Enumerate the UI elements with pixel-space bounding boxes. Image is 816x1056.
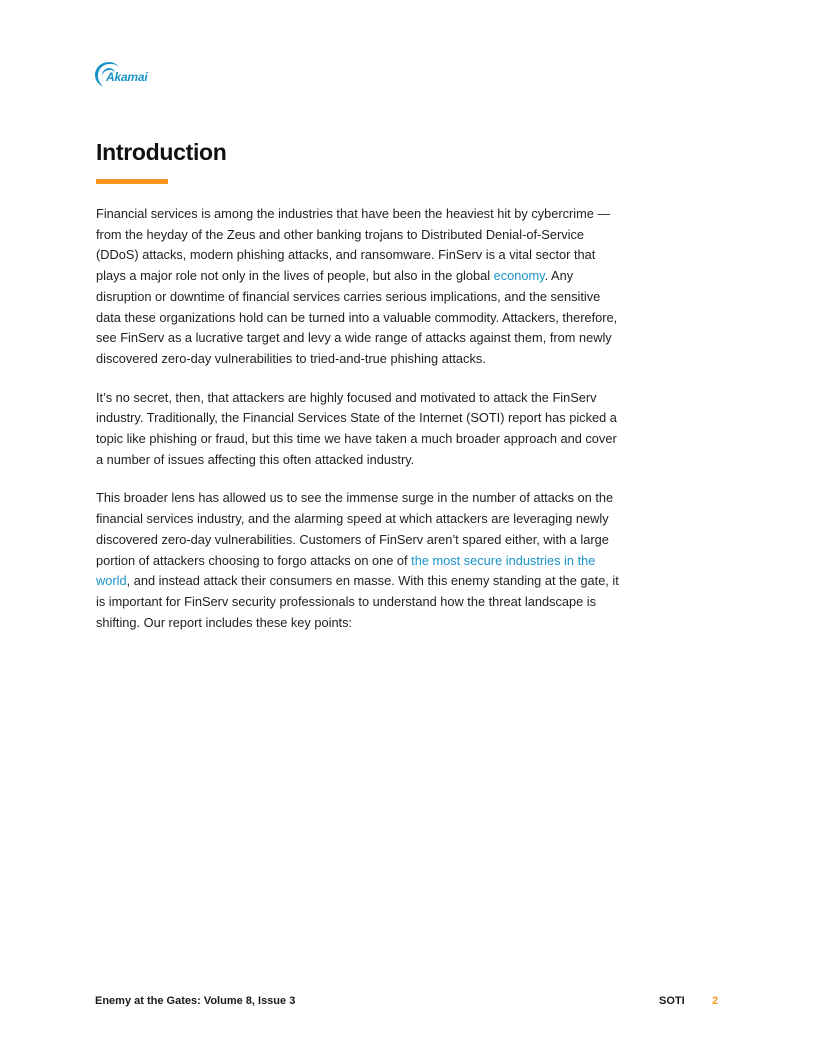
most-secure-industries-link[interactable]: the most secure industries in the world — [96, 552, 596, 589]
logo-wordmark: Akamai — [106, 70, 148, 84]
paragraph-1 — [96, 204, 624, 370]
paragraph-3-text-after: , and instead attack their consumers en masse. With this enemy standing at the gate, it is important for FinServ security professionals to understand how the threat landscape is shifting. Our report includes these key points: — [96, 573, 619, 630]
paragraph-1-text-before: Financial services is among the industries that have been the heaviest hit by cybercrime — from the heyday of the Zeus and other banking trojans to Distributed Denial-of-Service (DDoS) attacks, modern phishing attacks, and ransomware. FinServ is a vital sector that plays a major role not only in the lives of people, but also in the global — [96, 206, 611, 284]
paragraph-3 — [96, 488, 624, 633]
footer-series-label: SOTI — [659, 995, 685, 1007]
body-text — [96, 204, 624, 651]
footer-publication-title: Enemy at the Gates: Volume 8, Issue 3 — [95, 995, 296, 1007]
paragraph-2: It’s no secret, then, that attackers are highly focused and motivated to attack the FinServ industry. Traditionally, the Financial Services State of the Internet (SOTI) report has picked a topic like phishing or fraud, but this time we have taken a much broader approach and cover a number of issues affecting this often attacked industry. — [96, 389, 617, 467]
page-title: Introduction — [96, 139, 227, 165]
paragraph-1-text-after: . Any disruption or downtime of financial services carries serious implications, and the sensitive data these organizations hold can be turned into a valuable commodity. Attackers, therefore, see FinServ as a lucrative target and levy a wide range of attacks against them, from newly discovered zero-day vulnerabilities to tried-and-true phishing attacks. — [96, 268, 618, 366]
title-underline — [96, 179, 168, 184]
economy-link[interactable]: economy — [493, 268, 545, 284]
footer-page-number: 2 — [712, 995, 719, 1007]
akamai-logo — [94, 60, 158, 88]
paragraph-3-text-before: This broader lens has allowed us to see the immense surge in the number of attacks on the financial services industry, and the alarming speed at which attackers are leveraging newly discovered zero-day vulnerabilities. Customers of FinServ aren’t spared either, with a large portion of attackers choosing to forgo attacks on one of — [96, 490, 614, 568]
